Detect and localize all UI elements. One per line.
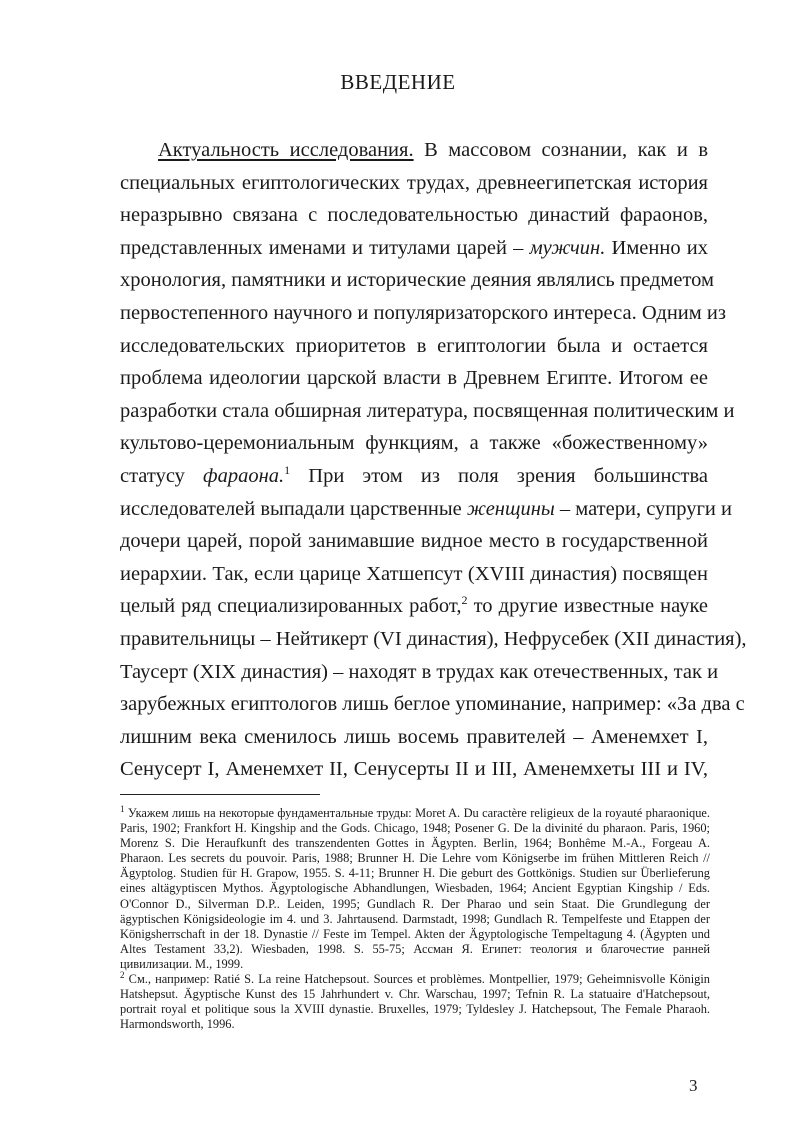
text-line — [120, 460, 708, 493]
text-span: статусу — [120, 464, 204, 487]
text-line: разработки стала обширная литература, посвященная политическим и — [120, 399, 735, 422]
text-line: иерархии. Так, если царице Хатшепсут (XVIII династия) посвящен — [120, 562, 708, 585]
page-heading: ВВЕДЕНИЕ — [340, 70, 456, 94]
text-line: зарубежных египтологов лишь беглое упоминание, например: «За два с — [120, 693, 745, 716]
footnote-text: Укажем лишь на некоторые фундаментальные труды: Moret A. Du caractère religieux de la royauté pharaonique. Paris, 1902; Frankfort H. Kingship and the Gods. Chicago, 1948; Posener G. De la divinité du pharaon. Paris, 1960; Morenz S. Die Heraufkunft des transzendenten Gottes in Ägypten. Berlin, 1964; Bonhême M.-A., Forgeau A. Pharaon. Les secrets du pouvoir. Paris, 1988; Brunner H. Die Lehre vom Königserbe im frühen Mittleren Reich // Ägyptolog. Studien für H. Grapow, 1955. S. 4-11; Brunner H. Die geburt des Gottkönigs. Studien sur Überlieferung eines altägyptiscen Mythos. Ägyptologische Abhandlungen, Wiesbaden, 1964; Ancient Egyptian Kingship / Eds. O'Connor D., Silverman D.P.. Leiden, 1995; Gundlach R. Der Pharao und sein Staat. Die Grundlegung der ägyptischen Königsideologie im 4. und 3. Jahrtausend. Darmstadt, 1998; Gundlach R. Tempelfeste und Etappen der Königsherrschaft in der 18. Dynastie // Feste im Tempel. Akten der Ägyptologische Tempeltagung 4. (Ägypten und Altes Testament 33,2). Wiesbaden, 1998. S. 55-75; Ассман Я. Египет: теология и благочестие ранней цивилизации. М., 1999. — [120, 806, 710, 971]
text-span: Именно их — [605, 236, 708, 259]
text-line — [120, 134, 708, 167]
footnotes — [120, 803, 710, 1032]
text-line: Сенусерт I, Аменемхет II, Сенусерты II и III, Аменемхеты III и IV, — [120, 758, 708, 781]
text-span: – матери, супруги и — [554, 497, 732, 520]
text-line — [120, 590, 708, 623]
text-line: культово-церемониальным функциям, а также «божественному» — [120, 432, 708, 455]
footnote-ref-2[interactable]: 2 — [461, 593, 468, 608]
footnote-ref-1[interactable]: 1 — [284, 463, 291, 478]
text-line: проблема идеологии царской власти в Древнем Египте. Итогом ее — [120, 367, 708, 390]
footnote-1 — [120, 803, 710, 972]
text-span: исследователей выпадали царственные — [120, 497, 467, 520]
page-number: 3 — [689, 1076, 698, 1095]
text-line — [120, 232, 708, 265]
text-line — [120, 493, 732, 526]
footnote-2 — [120, 969, 710, 1032]
text-line: специальных египтологических трудах, древнеегипетская история — [120, 171, 708, 194]
text-span: то другие известные науке — [467, 595, 709, 618]
main-text — [120, 134, 747, 786]
text-span: представленных именами и титулами царей – — [120, 236, 530, 259]
text-line: хронология, памятники и исторические деяния являлись предметом — [120, 269, 714, 292]
footnote-mark: 2 — [120, 969, 125, 980]
text-span: При этом из поля зрения большинства — [290, 464, 708, 487]
text-span: целый ряд специализированных работ, — [120, 595, 462, 618]
section-title-underlined: Актуальность исследования. — [158, 139, 414, 161]
italic-span: женщины — [466, 497, 555, 520]
footnote-text: См., например: Ratié S. La reine Hatchepsout. Sources et problèmes. Montpellier, 1979; Geheimnisvolle Königin Hatshepsut. Ägyptische Kunst des 15 Jahrhundert v. Chr. Warschau, 1997; Tefnin R. La statuaire d'Hatchepsout, portrait royal et politique sous la XVIII dynastie. Bruxelles, 1979; Tyldesley J. Hatchepsout, The Female Pharaoh. Harmondsworth, 1996. — [120, 972, 710, 1032]
text-line: лишним века сменилось лишь восемь правителей – Аменемхет I, — [120, 725, 708, 748]
footnote-divider — [120, 794, 320, 795]
text-line: Таусерт (XIX династия) – находят в трудах как отечественных, так и — [120, 660, 719, 683]
italic-span: фараона. — [203, 464, 285, 487]
text-line: неразрывно связана с последовательностью династий фараонов, — [120, 204, 708, 227]
text-line: исследовательских приоритетов в египтологии была и остается — [120, 334, 708, 357]
text-line: первостепенного научного и популяризаторского интереса. Одним из — [120, 301, 726, 324]
italic-span: мужчин. — [529, 236, 606, 259]
text-line: правительницы – Нейтикерт (VI династия), Нефрусебек (XII династия), — [120, 627, 747, 650]
text-line: дочери царей, порой занимавшие видное место в государственной — [120, 530, 708, 553]
footnote-mark: 1 — [120, 803, 125, 814]
text-span: В массовом сознании, как и в — [413, 139, 708, 161]
